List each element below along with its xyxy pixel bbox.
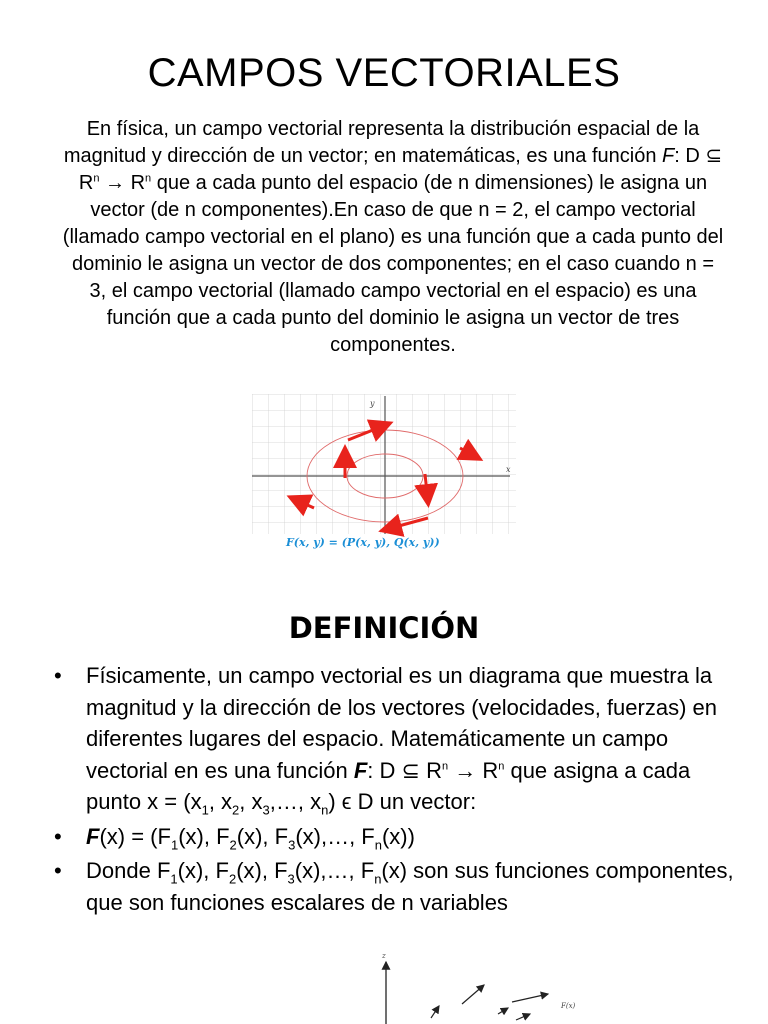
- bullet-3-text-1: Donde F: [86, 858, 171, 883]
- list-item: [54, 855, 744, 918]
- bullet-icon: •: [54, 823, 62, 849]
- bullet-1-comma-1: , x: [208, 789, 233, 814]
- bullet-2-function-f: F: [86, 823, 100, 849]
- bullet-3-subscript-3: 3: [287, 871, 295, 887]
- bullet-2-subscript-2: 2: [229, 836, 237, 852]
- vector-field-figure: [252, 394, 516, 554]
- field-arrow: [512, 994, 548, 1002]
- bullet-2-text-3: (x), F: [236, 823, 289, 849]
- bullet-1-function-f: F: [353, 757, 368, 783]
- y-axis-label: y: [370, 399, 375, 408]
- bullet-1-subscript-1: 1: [201, 802, 209, 818]
- bullet-icon: •: [54, 663, 62, 688]
- bullet-2-text-4: (x),…, F: [295, 823, 375, 849]
- bullet-1-comma-2: , x: [239, 789, 263, 814]
- z-axis-label: z: [382, 952, 386, 960]
- grid-background: [252, 394, 516, 534]
- section-heading: DEFINICIÓN: [288, 611, 480, 645]
- bullet-3-text-3: (x), F: [236, 858, 288, 883]
- page-title: CAMPOS VECTORIALES: [147, 51, 621, 95]
- field-label: F(x): [561, 1002, 576, 1010]
- bullet-1-text-4: que asigna a cada punto x = (x: [86, 757, 691, 814]
- bullet-1-superscript-1: n: [441, 760, 449, 773]
- intro-paragraph: [62, 116, 724, 359]
- x-axis-label: x: [506, 465, 511, 474]
- bullet-2-text-1: (x) = (F: [99, 823, 171, 849]
- intro-text-3: → R: [99, 172, 146, 194]
- bullet-2-text-2: (x), F: [178, 823, 230, 849]
- intro-function-f: F: [662, 145, 675, 167]
- bullet-1-subscript-3: 3: [262, 802, 270, 818]
- bullet-1-text-2: : D ⊆ R: [367, 757, 442, 783]
- bullet-icon: •: [54, 858, 62, 883]
- bullet-2-text-5: (x)): [381, 823, 415, 849]
- intro-text-4: que a cada punto del espacio (de n dimensiones) le asigna un vector (de n componentes).En caso de que n = 2, el campo vectorial (llamado campo vectorial en el plano) es una función que a cada punto del dominio le asigna un vector de dos componentes; en el caso cuando n = 3, el campo vectorial (llamado campo vectorial en el espacio) es una función que a cada punto del dominio le asigna un vector de tres componentes.: [62, 172, 724, 356]
- list-item: [54, 660, 744, 818]
- bullet-1-text-3: → R: [448, 757, 499, 783]
- bullet-1-text-1: Físicamente, un campo vectorial es un diagrama que muestra la magnitud y la dirección de los vectores (velocidades, fuerzas) en diferentes lugares del espacio. Matemáticamente un campo vectorial en es una función: [86, 663, 717, 783]
- intro-text-2: : D ⊆ R: [78, 145, 723, 194]
- vector-field-3d-figure: [226, 948, 720, 1024]
- field-arrow: [462, 985, 484, 1004]
- bullet-3-subscript-n: n: [374, 871, 382, 887]
- bullet-3-subscript-1: 1: [170, 871, 178, 887]
- bullet-2-subscript-3: 3: [288, 836, 296, 852]
- bullet-1-text-5: ) ϵ D un vector:: [328, 789, 477, 814]
- bullet-2-subscript-n: n: [374, 836, 382, 852]
- bullet-3-text-4: (x),…, F: [294, 858, 375, 883]
- intro-superscript-1: n: [93, 172, 100, 185]
- definition-list: [54, 660, 744, 921]
- bullet-1-superscript-2: n: [498, 760, 505, 773]
- intro-superscript-2: n: [145, 172, 152, 185]
- bullet-3-text-5: (x) son sus funciones componentes, que son funciones escalares de n variables: [86, 858, 734, 915]
- field-arrow: [516, 1014, 530, 1020]
- field-arrow: [431, 1006, 439, 1018]
- bullet-1-subscript-n: n: [321, 802, 329, 818]
- list-item: [54, 821, 744, 853]
- bullet-2-subscript-1: 1: [170, 836, 179, 852]
- bullet-1-subscript-2: 2: [232, 802, 240, 818]
- intro-text-1: En física, un campo vectorial representa la distribución espacial de la magnitud y dirección de un vector; en matemáticas, es una función: [63, 118, 700, 167]
- field-formula: F(x, y) = (P(x, y), Q(x, y)): [286, 536, 440, 549]
- bullet-1-comma-3: ,…, x: [269, 789, 322, 814]
- bullet-3-text-2: (x), F: [177, 858, 229, 883]
- field-arrow: [498, 1008, 508, 1014]
- bullet-3-subscript-2: 2: [228, 871, 237, 887]
